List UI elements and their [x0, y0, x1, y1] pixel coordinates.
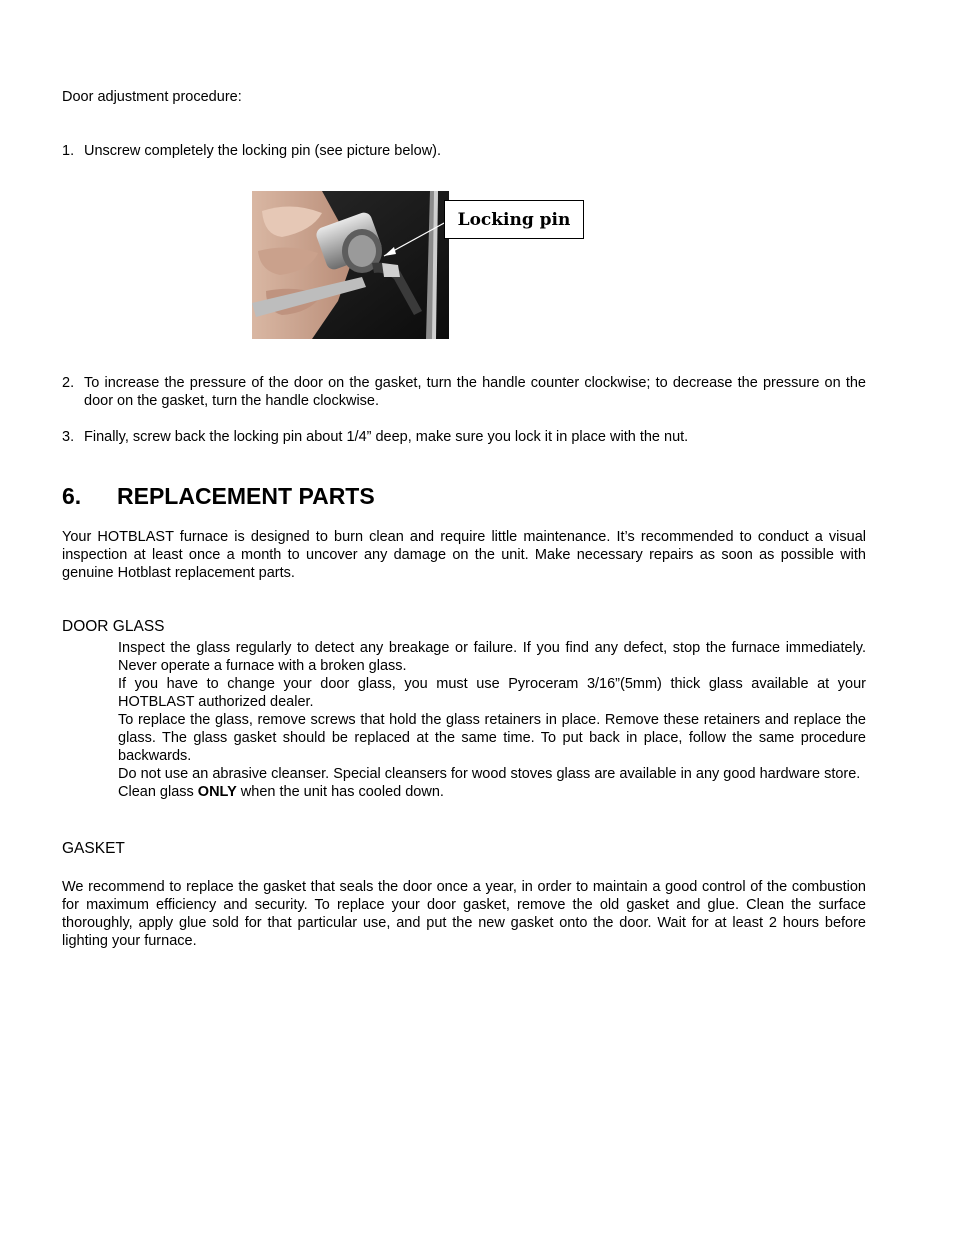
- step-number: 2.: [62, 375, 75, 391]
- door-glass-heading: DOOR GLASS: [62, 618, 165, 635]
- door-glass-paragraph-last: [118, 783, 866, 801]
- step-1: [62, 142, 866, 160]
- section-intro: Your HOTBLAST furnace is designed to burn clean and require little maintenance. It’s recommended to conduct a visual inspection at least once a month to uncover any damage on the unit. Make necessary repairs as soon as possible with genuine Hotblast replacement parts.: [62, 529, 866, 581]
- gasket-body: We recommend to replace the gasket that seals the door once a year, in order to maintain a good control of the combustion for maximum efficiency and security. To replace your door gasket, remove the old gasket and glue. Clean the surface thoroughly, apply glue sold for that particular use, and put the new gasket onto the door. Wait for at least 2 hours before lighting your furnace.: [62, 879, 866, 949]
- step-number: 1.: [62, 143, 75, 159]
- clean-glass-text-end: when the unit has cooled down.: [236, 784, 444, 800]
- gasket-heading: GASKET: [62, 840, 125, 857]
- door-glass-body: [62, 639, 866, 801]
- step-text: Finally, screw back the locking pin about 1/4” deep, make sure you lock it in place with the nut.: [84, 429, 689, 445]
- clean-glass-emphasis: ONLY: [197, 784, 237, 800]
- door-glass-paragraph: Do not use an abrasive cleanser. Special cleansers for wood stoves glass are available in any good hardware store.: [118, 766, 861, 782]
- door-glass-paragraph: To replace the glass, remove screws that hold the glass retainers in place. Remove these retainers and replace the glass. The glass gasket should be replaced at the same time. To put back in place, follow the same procedure backwards.: [118, 712, 866, 764]
- door-glass-paragraph: If you have to change your door glass, you must use Pyroceram 3/16”(5mm) thick glass available at your HOTBLAST authorized dealer.: [118, 676, 866, 710]
- section-number: 6.: [62, 483, 82, 509]
- step-2: [62, 374, 866, 410]
- step-text: Unscrew completely the locking pin (see picture below).: [84, 143, 442, 159]
- step-number: 3.: [62, 429, 75, 445]
- procedure-intro: Door adjustment procedure:: [62, 89, 242, 105]
- section-heading: [62, 482, 375, 510]
- step-3: [62, 428, 866, 446]
- section-title: REPLACEMENT PARTS: [117, 483, 375, 509]
- locking-pin-photo: [252, 191, 449, 339]
- step-text: To increase the pressure of the door on the gasket, turn the handle counter clockwise; to decrease the pressure on the door on the gasket, turn the handle clockwise.: [84, 375, 866, 409]
- door-glass-paragraph: Inspect the glass regularly to detect any breakage or failure. If you find any defect, stop the furnace immediately. Never operate a furnace with a broken glass.: [118, 640, 866, 674]
- locking-pin-callout: Locking pin: [444, 200, 584, 239]
- clean-glass-text: Clean glass: [118, 784, 198, 800]
